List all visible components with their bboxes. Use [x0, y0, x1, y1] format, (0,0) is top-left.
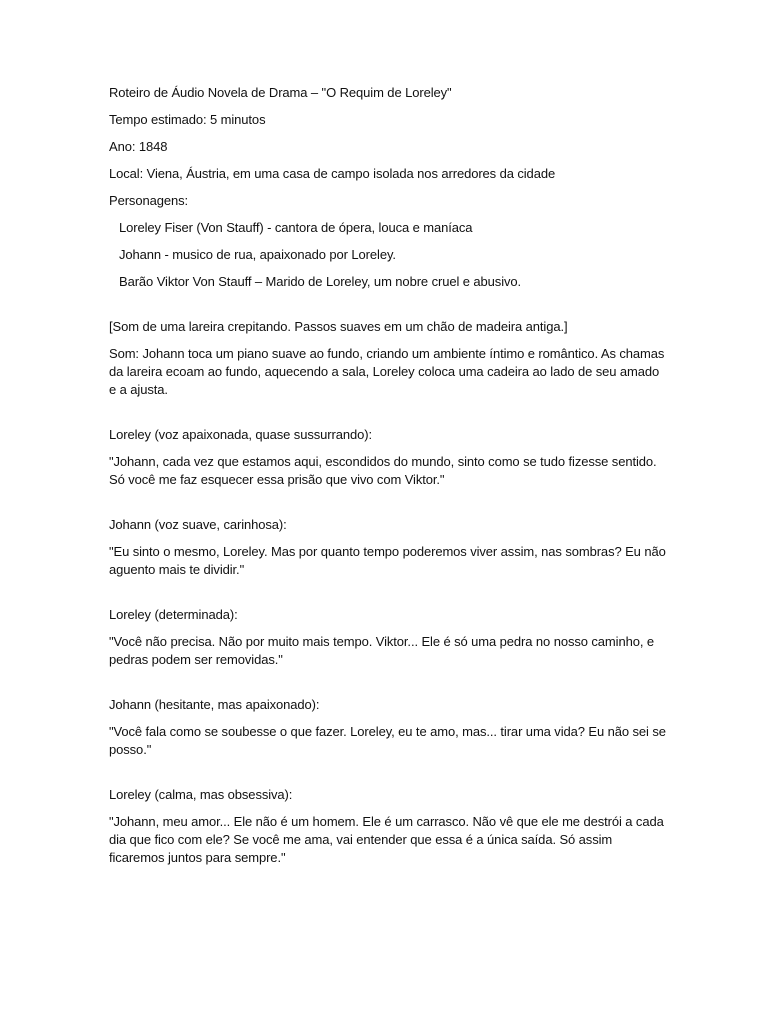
speaker-label: Loreley (voz apaixonada, quase sussurrando):	[109, 427, 372, 442]
character-johann: Johann - musico de rua, apaixonado por Loreley.	[119, 247, 396, 262]
speaker-label: Johann (voz suave, carinhosa):	[109, 517, 287, 532]
document-title: Roteiro de Áudio Novela de Drama – "O Requim de Loreley"	[109, 85, 452, 100]
speaker-label: Loreley (determinada):	[109, 607, 238, 622]
sound-direction: Som: Johann toca um piano suave ao fundo, criando um ambiente íntimo e romântico. As chamas da lareira ecoam ao fundo, aquecendo a sala, Loreley coloca uma cadeira ao lado de seu amado e a ajusta.	[109, 346, 665, 397]
dialogue-line: "Eu sinto o mesmo, Loreley. Mas por quanto tempo poderemos viver assim, nas sombras? Eu não aguento mais te dividir."	[109, 544, 666, 577]
dialogue-line: "Você fala como se soubesse o que fazer. Loreley, eu te amo, mas... tirar uma vida? Eu não sei se posso."	[109, 724, 666, 757]
characters-label: Personagens:	[109, 193, 189, 208]
year: Ano: 1848	[109, 139, 168, 154]
estimated-time: Tempo estimado: 5 minutos	[109, 112, 266, 127]
stage-direction: [Som de uma lareira crepitando. Passos suaves em um chão de madeira antiga.]	[109, 319, 568, 334]
speaker-label: Johann (hesitante, mas apaixonado):	[109, 697, 320, 712]
character-viktor: Barão Viktor Von Stauff – Marido de Loreley, um nobre cruel e abusivo.	[119, 274, 522, 289]
character-loreley: Loreley Fiser (Von Stauff) - cantora de ópera, louca e maníaca	[119, 220, 473, 235]
dialogue-line: "Você não precisa. Não por muito mais tempo. Viktor... Ele é só uma pedra no nosso caminho, e pedras podem ser removidas."	[109, 634, 654, 667]
location: Local: Viena, Áustria, em uma casa de campo isolada nos arredores da cidade	[109, 166, 556, 181]
dialogue-line: "Johann, meu amor... Ele não é um homem. Ele é um carrasco. Não vê que ele me destrói a cada dia que fico com ele? Se você me ama, vai entender que essa é a única saída. Só assim ficaremos juntos para sempre."	[109, 814, 664, 865]
dialogue-line: "Johann, cada vez que estamos aqui, escondidos do mundo, sinto como se tudo fizesse sentido. Só você me faz esquecer essa prisão que vivo com Viktor."	[109, 454, 657, 487]
speaker-label: Loreley (calma, mas obsessiva):	[109, 787, 293, 802]
script-body	[109, 84, 669, 876]
